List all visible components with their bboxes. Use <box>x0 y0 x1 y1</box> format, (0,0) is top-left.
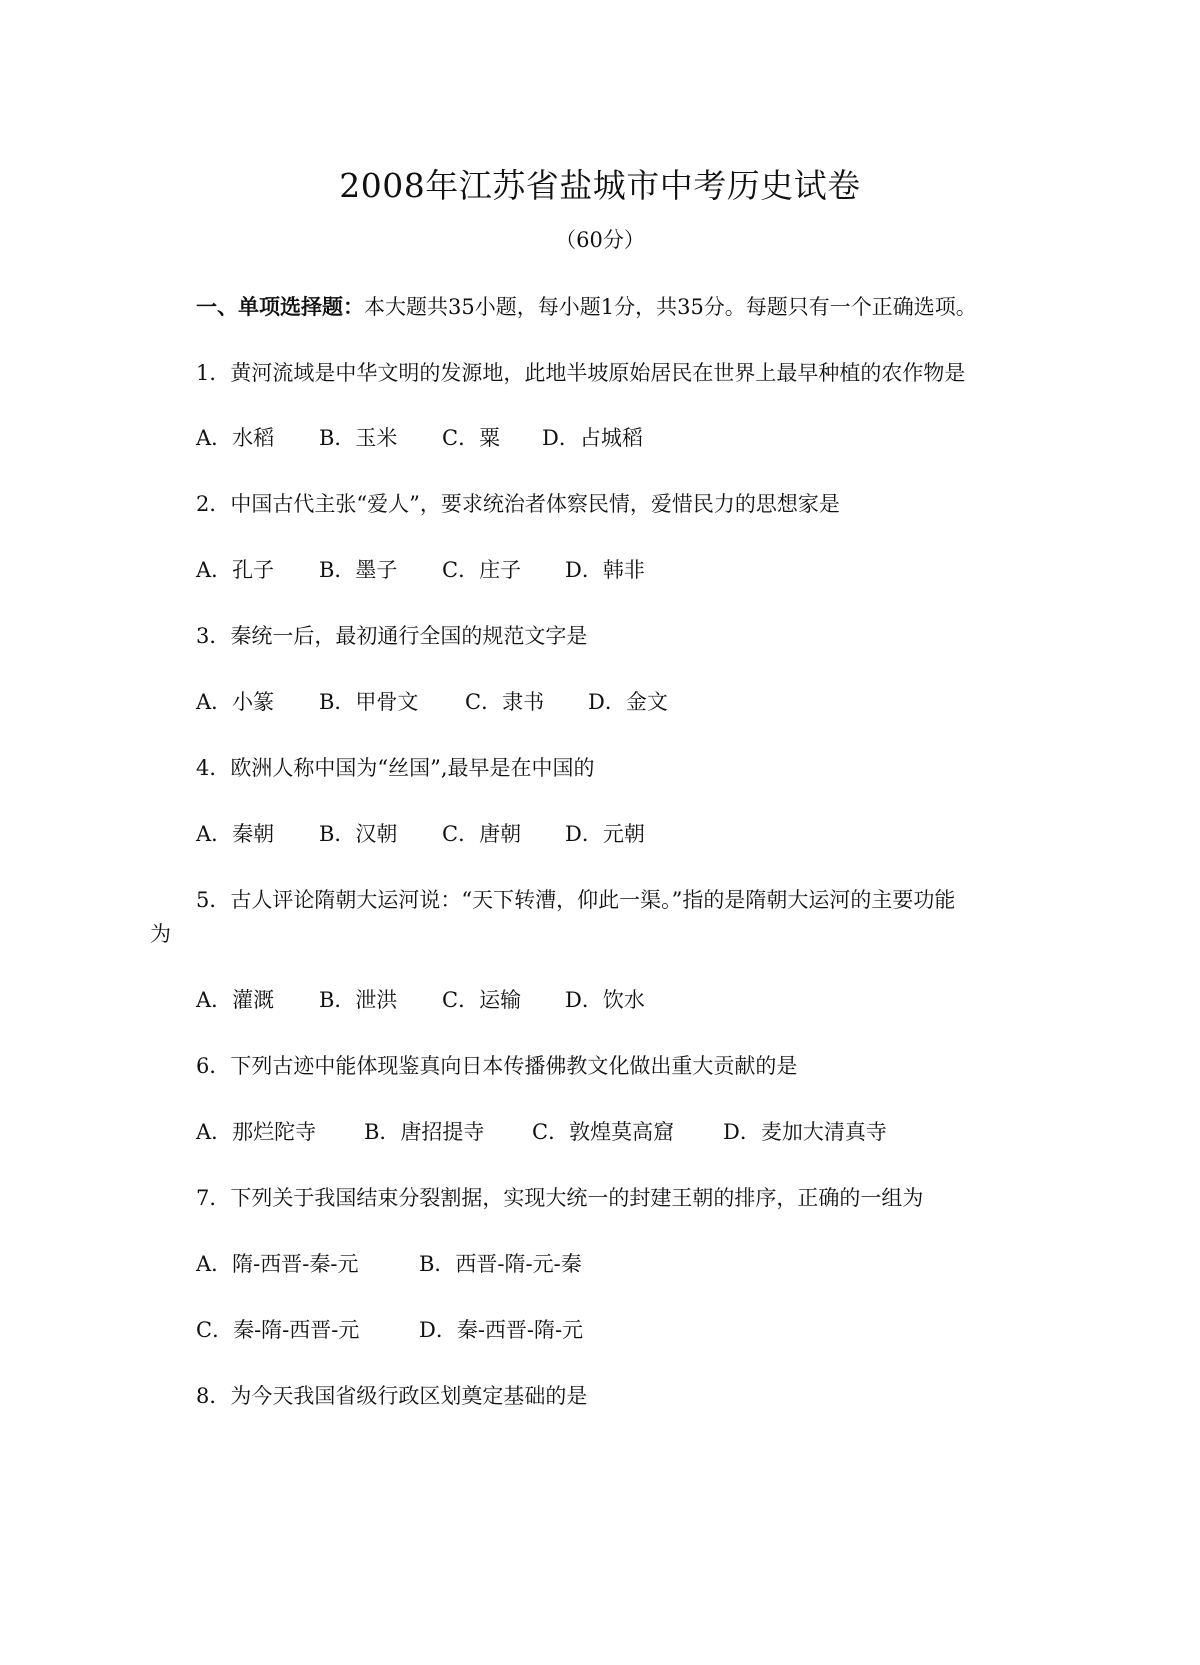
section-heading <box>196 292 977 322</box>
option-b: B．西晋-隋-元-秦 <box>419 1252 582 1276</box>
option-d: D．金文 <box>588 690 668 714</box>
question-2-options <box>196 555 645 585</box>
exam-title: 2008年江苏省盐城市中考历史试卷 <box>339 166 861 205</box>
question-7-options-row-2 <box>196 1315 583 1345</box>
option-a: A．灌溉 <box>196 988 275 1012</box>
question-3-options <box>196 687 668 717</box>
exam-score: （60分） <box>555 228 645 252</box>
question-4-options <box>196 819 645 849</box>
option-b: B．玉米 <box>319 426 398 450</box>
option-d: D．饮水 <box>565 988 645 1012</box>
option-b: B．汉朝 <box>319 822 398 846</box>
section-label: 一、单项选择题： <box>196 294 364 319</box>
option-d: D．韩非 <box>565 558 645 582</box>
option-a: A．水稻 <box>196 426 275 450</box>
option-c: C．隶书 <box>465 690 545 714</box>
question-4-stem: 4．欧洲人称中国为“丝国”,最早是在中国的 <box>196 756 595 780</box>
option-b: B．泄洪 <box>319 988 398 1012</box>
question-1-options <box>196 423 643 453</box>
question-6-stem: 6．下列古迹中能体现鉴真向日本传播佛教文化做出重大贡献的是 <box>196 1054 798 1078</box>
question-7-options-row-1 <box>196 1249 582 1279</box>
option-b: B．墨子 <box>319 558 398 582</box>
question-2-stem: 2．中国古代主张“爱人”，要求统治者体察民情，爱惜民力的思想家是 <box>196 492 840 516</box>
option-b: B．唐招提寺 <box>364 1120 485 1144</box>
section-instructions: 本大题共35小题，每小题1分，共35分。每题只有一个正确选项。 <box>364 295 977 319</box>
question-8-stem: 8．为今天我国省级行政区划奠定基础的是 <box>196 1384 588 1408</box>
option-c: C．运输 <box>442 988 522 1012</box>
option-c: C．敦煌莫高窟 <box>532 1120 675 1144</box>
option-a: A．那烂陀寺 <box>196 1120 317 1144</box>
option-d: D．麦加大清真寺 <box>723 1120 887 1144</box>
option-d: D．秦-西晋-隋-元 <box>419 1318 584 1342</box>
option-c: C．庄子 <box>442 558 522 582</box>
option-a: A．孔子 <box>196 558 275 582</box>
question-6-options <box>196 1117 887 1147</box>
option-c: C．粟 <box>442 426 501 450</box>
question-7-stem: 7．下列关于我国结束分裂割据，实现大统一的封建王朝的排序，正确的一组为 <box>196 1186 924 1210</box>
option-a: A．秦朝 <box>196 822 275 846</box>
option-b: B．甲骨文 <box>319 690 419 714</box>
option-d: D．占城稻 <box>542 426 643 450</box>
question-5-options <box>196 985 645 1015</box>
option-a: A．小篆 <box>196 690 275 714</box>
option-d: D．元朝 <box>565 822 645 846</box>
question-5-stem-continued: 为 <box>150 922 171 946</box>
option-c: C．秦-隋-西晋-元 <box>196 1318 360 1342</box>
option-a: A．隋-西晋-秦-元 <box>196 1252 359 1276</box>
question-1-stem: 1．黄河流域是中华文明的发源地，此地半坡原始居民在世界上最早种植的农作物是 <box>196 361 966 385</box>
question-3-stem: 3．秦统一后，最初通行全国的规范文字是 <box>196 624 588 648</box>
question-5-stem: 5．古人评论隋朝大运河说：“天下转漕，仰此一渠。”指的是隋朝大运河的主要功能 <box>196 888 956 912</box>
option-c: C．唐朝 <box>442 822 522 846</box>
